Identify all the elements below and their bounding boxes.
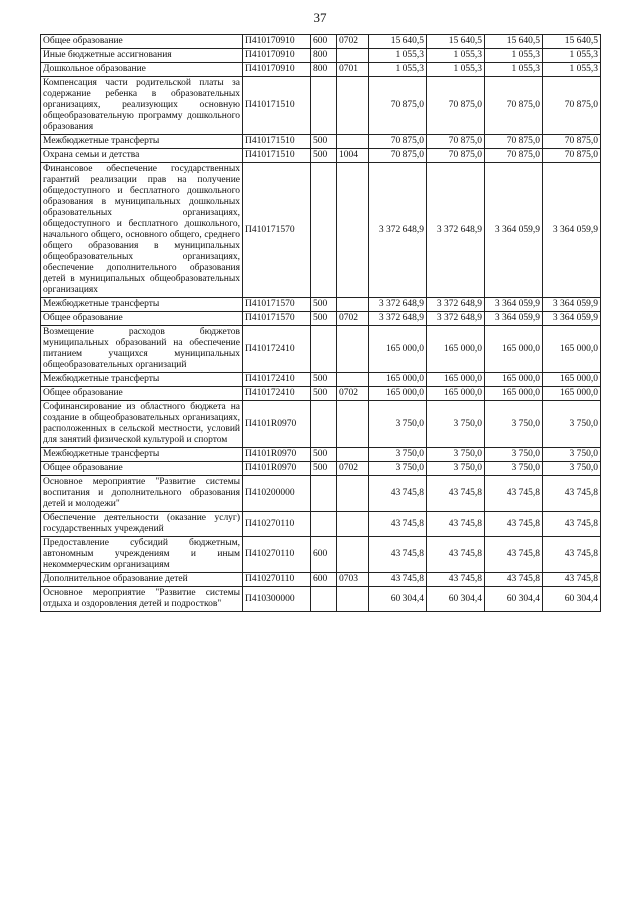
amount-cell: 43 745,8 (485, 512, 543, 537)
table-row (41, 35, 601, 49)
table-row (41, 163, 601, 298)
amount-cell: 43 745,8 (543, 512, 601, 537)
amount-cell: 165 000,0 (543, 387, 601, 401)
target-article-code: П410171570 (243, 312, 311, 326)
section-subsection-code: 0702 (337, 462, 369, 476)
expense-type-code: 800 (311, 49, 337, 63)
amount-cell: 70 875,0 (543, 135, 601, 149)
expense-type-code: 500 (311, 387, 337, 401)
target-article-code: П410171510 (243, 77, 311, 135)
row-name: Дополнительное образование детей (41, 573, 243, 587)
amount-cell: 165 000,0 (485, 326, 543, 373)
amount-cell: 3 372 648,9 (427, 298, 485, 312)
target-article-code: П410172410 (243, 373, 311, 387)
expense-type-code (311, 163, 337, 298)
row-name: Предоставление субсидий бюджетным, автономным учреждениям и иным некоммерческим организациям (41, 537, 243, 573)
amount-cell: 70 875,0 (485, 135, 543, 149)
row-name: Общее образование (41, 462, 243, 476)
expense-type-code (311, 476, 337, 512)
expense-type-code (311, 587, 337, 612)
amount-cell: 1 055,3 (543, 63, 601, 77)
table-row (41, 462, 601, 476)
amount-cell: 1 055,3 (427, 49, 485, 63)
section-subsection-code: 0702 (337, 35, 369, 49)
target-article-code: П4101R0970 (243, 462, 311, 476)
amount-cell: 60 304,4 (427, 587, 485, 612)
amount-cell: 43 745,8 (485, 537, 543, 573)
table-row (41, 387, 601, 401)
budget-table (40, 34, 601, 612)
expense-type-code: 500 (311, 462, 337, 476)
amount-cell: 43 745,8 (427, 476, 485, 512)
amount-cell: 3 750,0 (485, 401, 543, 448)
amount-cell: 3 372 648,9 (427, 312, 485, 326)
table-row (41, 573, 601, 587)
amount-cell: 3 364 059,9 (485, 163, 543, 298)
row-name: Компенсация части родительской платы за содержание ребенка в образовательных организациях, реализующих основную общеобразовательную программу дошкольного образования (41, 77, 243, 135)
amount-cell: 43 745,8 (369, 476, 427, 512)
expense-type-code (311, 326, 337, 373)
amount-cell: 165 000,0 (485, 373, 543, 387)
amount-cell: 165 000,0 (543, 326, 601, 373)
section-subsection-code (337, 326, 369, 373)
amount-cell: 70 875,0 (485, 149, 543, 163)
amount-cell: 60 304,4 (369, 587, 427, 612)
amount-cell: 165 000,0 (369, 387, 427, 401)
row-name: Финансовое обеспечение государственных гарантий реализации прав на получение общедоступного и бесплатного дошкольного образования в муниципальных дошкольных образовательных организациях, общедоступного и бесплатного дошкольного, начального общего, основного общего, среднего общего образования в муниципальных общеобразовательных организациях, обеспечение дополнительного образования детей в муниципальных общеобразовательных организациях (41, 163, 243, 298)
amount-cell: 43 745,8 (427, 512, 485, 537)
target-article-code: П410270110 (243, 573, 311, 587)
page-number: 37 (313, 10, 327, 25)
section-subsection-code: 0701 (337, 63, 369, 77)
table-row (41, 298, 601, 312)
amount-cell: 165 000,0 (485, 387, 543, 401)
expense-type-code: 600 (311, 573, 337, 587)
section-subsection-code (337, 373, 369, 387)
section-subsection-code (337, 298, 369, 312)
section-subsection-code (337, 476, 369, 512)
row-name: Межбюджетные трансферты (41, 373, 243, 387)
amount-cell: 70 875,0 (427, 149, 485, 163)
row-name: Межбюджетные трансферты (41, 448, 243, 462)
amount-cell: 60 304,4 (543, 587, 601, 612)
section-subsection-code: 0703 (337, 573, 369, 587)
table-row (41, 587, 601, 612)
amount-cell: 70 875,0 (543, 77, 601, 135)
amount-cell: 43 745,8 (369, 537, 427, 573)
table-row (41, 512, 601, 537)
amount-cell: 70 875,0 (427, 135, 485, 149)
row-name: Обеспечение деятельности (оказание услуг) государственных учреждений (41, 512, 243, 537)
table-row (41, 401, 601, 448)
amount-cell: 3 364 059,9 (485, 312, 543, 326)
section-subsection-code (337, 163, 369, 298)
amount-cell: 3 372 648,9 (369, 163, 427, 298)
table-row (41, 537, 601, 573)
amount-cell: 3 750,0 (369, 462, 427, 476)
row-name: Иные бюджетные ассигнования (41, 49, 243, 63)
amount-cell: 3 364 059,9 (543, 312, 601, 326)
amount-cell: 165 000,0 (369, 326, 427, 373)
expense-type-code (311, 512, 337, 537)
amount-cell: 70 875,0 (369, 77, 427, 135)
target-article-code: П410200000 (243, 476, 311, 512)
target-article-code: П410170910 (243, 63, 311, 77)
target-article-code: П410171510 (243, 135, 311, 149)
table-row (41, 373, 601, 387)
amount-cell: 1 055,3 (485, 49, 543, 63)
table-row (41, 448, 601, 462)
target-article-code: П410270110 (243, 512, 311, 537)
amount-cell: 43 745,8 (485, 573, 543, 587)
amount-cell: 15 640,5 (543, 35, 601, 49)
row-name: Основное мероприятие "Развитие системы воспитания и дополнительного образования детей и молодежи" (41, 476, 243, 512)
section-subsection-code (337, 587, 369, 612)
amount-cell: 43 745,8 (427, 573, 485, 587)
amount-cell: 1 055,3 (369, 63, 427, 77)
amount-cell: 1 055,3 (485, 63, 543, 77)
amount-cell: 165 000,0 (543, 373, 601, 387)
row-name: Межбюджетные трансферты (41, 298, 243, 312)
amount-cell: 43 745,8 (543, 573, 601, 587)
row-name: Дошкольное образование (41, 63, 243, 77)
table-row (41, 476, 601, 512)
amount-cell: 43 745,8 (485, 476, 543, 512)
target-article-code: П410170910 (243, 35, 311, 49)
target-article-code: П410171570 (243, 298, 311, 312)
amount-cell: 43 745,8 (543, 537, 601, 573)
amount-cell: 165 000,0 (427, 373, 485, 387)
table-row (41, 312, 601, 326)
section-subsection-code: 1004 (337, 149, 369, 163)
amount-cell: 1 055,3 (427, 63, 485, 77)
target-article-code: П410170910 (243, 49, 311, 63)
amount-cell: 60 304,4 (485, 587, 543, 612)
table-row (41, 77, 601, 135)
target-article-code: П410171510 (243, 149, 311, 163)
amount-cell: 1 055,3 (369, 49, 427, 63)
section-subsection-code: 0702 (337, 312, 369, 326)
amount-cell: 3 750,0 (427, 448, 485, 462)
target-article-code: П410171570 (243, 163, 311, 298)
table-row (41, 149, 601, 163)
table-row (41, 135, 601, 149)
amount-cell: 70 875,0 (369, 135, 427, 149)
expense-type-code: 500 (311, 135, 337, 149)
section-subsection-code (337, 49, 369, 63)
amount-cell: 1 055,3 (543, 49, 601, 63)
amount-cell: 3 372 648,9 (369, 298, 427, 312)
section-subsection-code (337, 537, 369, 573)
section-subsection-code (337, 448, 369, 462)
target-article-code: П4101R0970 (243, 448, 311, 462)
table-row (41, 49, 601, 63)
row-name: Общее образование (41, 387, 243, 401)
amount-cell: 15 640,5 (485, 35, 543, 49)
table-row (41, 326, 601, 373)
amount-cell: 3 750,0 (543, 448, 601, 462)
amount-cell: 43 745,8 (369, 512, 427, 537)
row-name: Софинансирование из областного бюджета на создание в общеобразовательных организациях, расположенных в сельской местности, условий для занятий физической культурой и спортом (41, 401, 243, 448)
expense-type-code: 500 (311, 312, 337, 326)
expense-type-code: 800 (311, 63, 337, 77)
amount-cell: 15 640,5 (369, 35, 427, 49)
amount-cell: 3 750,0 (485, 462, 543, 476)
amount-cell: 3 364 059,9 (543, 163, 601, 298)
section-subsection-code (337, 512, 369, 537)
row-name: Общее образование (41, 312, 243, 326)
target-article-code: П410172410 (243, 326, 311, 373)
expense-type-code: 600 (311, 537, 337, 573)
amount-cell: 165 000,0 (369, 373, 427, 387)
target-article-code: П410300000 (243, 587, 311, 612)
table-row (41, 63, 601, 77)
amount-cell: 3 364 059,9 (543, 298, 601, 312)
amount-cell: 70 875,0 (485, 77, 543, 135)
amount-cell: 70 875,0 (543, 149, 601, 163)
row-name: Основное мероприятие "Развитие системы отдыха и оздоровления детей и подростков" (41, 587, 243, 612)
target-article-code: П4101R0970 (243, 401, 311, 448)
section-subsection-code (337, 135, 369, 149)
amount-cell: 43 745,8 (427, 537, 485, 573)
amount-cell: 3 750,0 (543, 401, 601, 448)
amount-cell: 43 745,8 (369, 573, 427, 587)
target-article-code: П410270110 (243, 537, 311, 573)
target-article-code: П410172410 (243, 387, 311, 401)
amount-cell: 70 875,0 (427, 77, 485, 135)
expense-type-code: 600 (311, 35, 337, 49)
section-subsection-code (337, 77, 369, 135)
section-subsection-code: 0702 (337, 387, 369, 401)
amount-cell: 3 372 648,9 (369, 312, 427, 326)
row-name: Охрана семьи и детства (41, 149, 243, 163)
amount-cell: 3 364 059,9 (485, 298, 543, 312)
expense-type-code: 500 (311, 298, 337, 312)
expense-type-code: 500 (311, 373, 337, 387)
amount-cell: 70 875,0 (369, 149, 427, 163)
expense-type-code (311, 401, 337, 448)
row-name: Возмещение расходов бюджетов муниципальных образований на обеспечение питанием учащихся муниципальных общеобразовательных организаций (41, 326, 243, 373)
amount-cell: 43 745,8 (543, 476, 601, 512)
expense-type-code: 500 (311, 149, 337, 163)
expense-type-code: 500 (311, 448, 337, 462)
amount-cell: 3 372 648,9 (427, 163, 485, 298)
amount-cell: 3 750,0 (427, 462, 485, 476)
amount-cell: 3 750,0 (485, 448, 543, 462)
amount-cell: 3 750,0 (369, 401, 427, 448)
amount-cell: 3 750,0 (427, 401, 485, 448)
amount-cell: 3 750,0 (543, 462, 601, 476)
amount-cell: 3 750,0 (369, 448, 427, 462)
row-name: Общее образование (41, 35, 243, 49)
expense-type-code (311, 77, 337, 135)
table-body (41, 35, 601, 612)
amount-cell: 165 000,0 (427, 387, 485, 401)
amount-cell: 165 000,0 (427, 326, 485, 373)
row-name: Межбюджетные трансферты (41, 135, 243, 149)
section-subsection-code (337, 401, 369, 448)
amount-cell: 15 640,5 (427, 35, 485, 49)
